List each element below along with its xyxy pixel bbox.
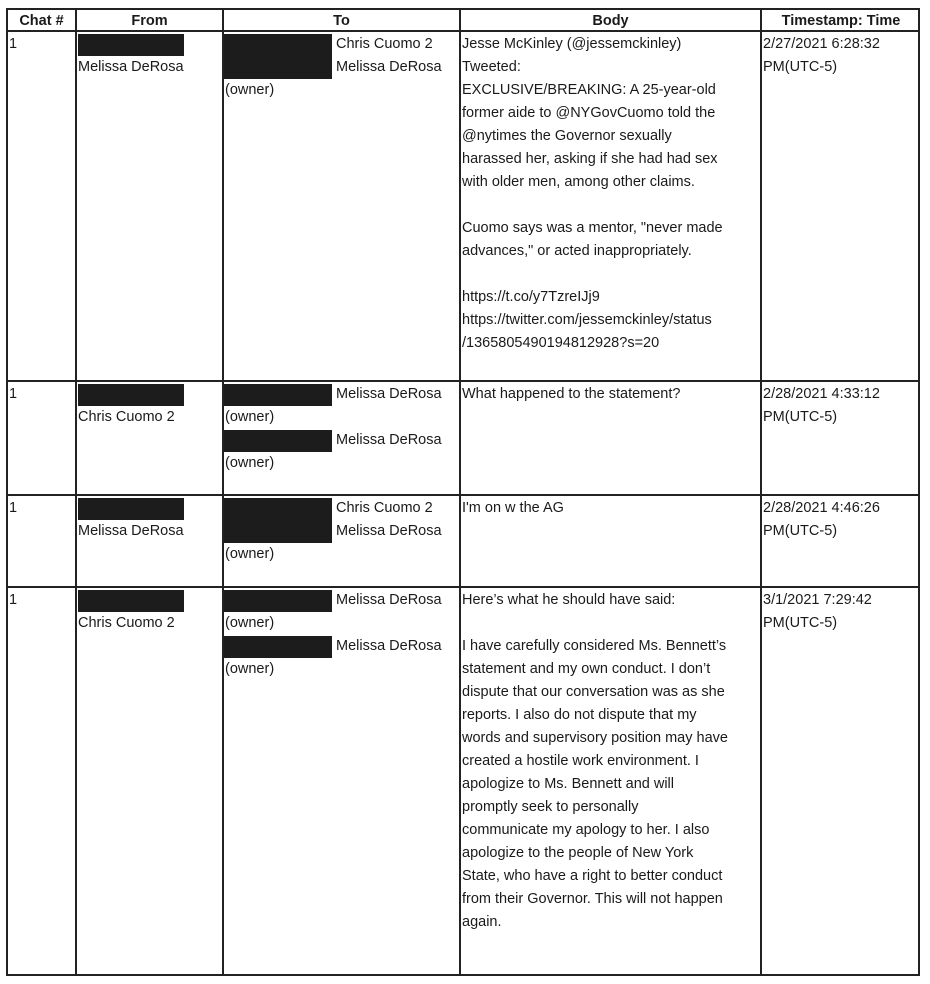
body-line: advances," or acted inappropriately.	[462, 243, 692, 259]
body-line: What happened to the statement?	[462, 386, 681, 402]
from-cell	[78, 497, 222, 543]
body-line: /1365805490194812928?s=20	[462, 335, 660, 351]
header-from: From	[131, 13, 168, 29]
from-name: Melissa DeRosa	[78, 59, 184, 75]
body-line: https://twitter.com/jessemckinley/status	[462, 312, 712, 328]
body-line: apologize to Ms. Bennett and will	[462, 776, 674, 792]
redacted-block	[78, 590, 184, 612]
to-owner-label: (owner)	[225, 546, 275, 562]
header-to: To	[333, 13, 350, 29]
body-line: EXCLUSIVE/BREAKING: A 25-year-old	[462, 82, 716, 98]
body-cell	[462, 33, 760, 355]
timestamp-cell	[763, 497, 919, 543]
header-body: Body	[592, 13, 629, 29]
chat-number: 1	[9, 592, 18, 608]
chat-number-cell	[9, 33, 17, 56]
body-line: https://t.co/y7TzreIJj9	[462, 289, 600, 305]
column-divider	[75, 10, 77, 974]
to-cell	[224, 589, 459, 681]
body-line: again.	[462, 914, 502, 930]
from-name: Melissa DeRosa	[78, 523, 184, 539]
timestamp-line: PM(UTC-5)	[763, 59, 838, 75]
to-owner-label: (owner)	[225, 455, 275, 471]
body-line: @nytimes the Governor sexually	[462, 128, 672, 144]
from-cell	[78, 383, 222, 429]
body-cell	[462, 589, 760, 934]
body-cell	[462, 383, 760, 406]
body-line: harassed her, asking if she had had sex	[462, 151, 718, 167]
body-line: Cuomo says was a mentor, "never made	[462, 220, 723, 236]
to-recipient-name: Melissa DeRosa	[336, 592, 442, 608]
body-line	[462, 194, 760, 217]
body-line	[462, 612, 760, 635]
to-cell	[224, 33, 459, 102]
to-owner-label: (owner)	[225, 615, 275, 631]
to-cell	[224, 497, 459, 566]
to-recipient-name: Melissa DeRosa	[336, 432, 442, 448]
timestamp-line: 2/28/2021 4:46:26	[763, 500, 880, 516]
body-line: Jesse McKinley (@jessemckinley)	[462, 36, 682, 52]
body-line: communicate my apology to her. I also	[462, 822, 710, 838]
timestamp-line: PM(UTC-5)	[763, 409, 838, 425]
to-line	[224, 383, 459, 406]
body-line: promptly seek to personally	[462, 799, 639, 815]
from-cell	[78, 33, 222, 79]
to-recipient-name: Melissa DeRosa	[336, 638, 442, 654]
timestamp-line: PM(UTC-5)	[763, 523, 838, 539]
redacted-block	[78, 34, 184, 56]
to-line	[224, 429, 459, 452]
timestamp-cell	[763, 33, 919, 79]
body-line: Here’s what he should have said:	[462, 592, 676, 608]
to-recipient-name: Melissa DeRosa	[336, 523, 442, 539]
from-cell	[78, 589, 222, 635]
to-line	[224, 589, 459, 612]
body-line: dispute that our conversation was as she	[462, 684, 725, 700]
to-recipient-name: Melissa DeRosa	[336, 386, 442, 402]
header-chat-number: Chat #	[19, 13, 64, 29]
to-owner-label: (owner)	[225, 82, 275, 98]
to-line	[224, 56, 459, 79]
to-recipient-name: Melissa DeRosa	[336, 59, 442, 75]
from-name: Chris Cuomo 2	[78, 409, 175, 425]
body-line: with older men, among other claims.	[462, 174, 695, 190]
body-line: former aide to @NYGovCuomo told the	[462, 105, 716, 121]
chat-number: 1	[9, 500, 18, 516]
body-line: reports. I also do not dispute that my	[462, 707, 697, 723]
to-owner-label: (owner)	[225, 409, 275, 425]
body-line: I have carefully considered Ms. Bennett’s	[462, 638, 727, 654]
column-divider	[222, 10, 224, 974]
to-recipient-name: Chris Cuomo 2	[336, 500, 433, 516]
body-line: statement and my own conduct. I don’t	[462, 661, 711, 677]
row-divider	[8, 494, 918, 496]
chat-number-cell	[9, 383, 17, 406]
body-line: words and supervisory position may have	[462, 730, 728, 746]
body-line: Tweeted:	[462, 59, 521, 75]
body-line: apologize to the people of New York	[462, 845, 694, 861]
row-divider	[8, 586, 918, 588]
body-line: State, who have a right to better conduct	[462, 868, 723, 884]
body-cell	[462, 497, 760, 520]
to-owner-label: (owner)	[225, 661, 275, 677]
chat-number-cell	[9, 497, 17, 520]
to-line	[224, 33, 459, 56]
body-line: I'm on w the AG	[462, 500, 564, 516]
timestamp-cell	[763, 589, 919, 635]
to-line	[224, 635, 459, 658]
redacted-block	[78, 384, 184, 406]
timestamp-line: PM(UTC-5)	[763, 615, 838, 631]
to-recipient-name: Chris Cuomo 2	[336, 36, 433, 52]
body-line: from their Governor. This will not happen	[462, 891, 723, 907]
to-cell	[224, 383, 459, 475]
timestamp-line: 2/27/2021 6:28:32	[763, 36, 880, 52]
timestamp-cell	[763, 383, 919, 429]
from-name: Chris Cuomo 2	[78, 615, 175, 631]
chat-number-cell	[9, 589, 17, 612]
timestamp-line: 2/28/2021 4:33:12	[763, 386, 880, 402]
column-divider	[459, 10, 461, 974]
timestamp-line: 3/1/2021 7:29:42	[763, 592, 872, 608]
body-line	[462, 263, 760, 286]
to-line	[224, 520, 459, 543]
row-divider	[8, 380, 918, 382]
chat-number: 1	[9, 36, 18, 52]
chat-number: 1	[9, 386, 18, 402]
header-timestamp: Timestamp: Time	[781, 13, 901, 29]
body-line: created a hostile work environment. I	[462, 753, 699, 769]
to-line	[224, 497, 459, 520]
column-divider	[760, 10, 762, 974]
redacted-block	[78, 498, 184, 520]
chat-log-table	[6, 8, 920, 976]
